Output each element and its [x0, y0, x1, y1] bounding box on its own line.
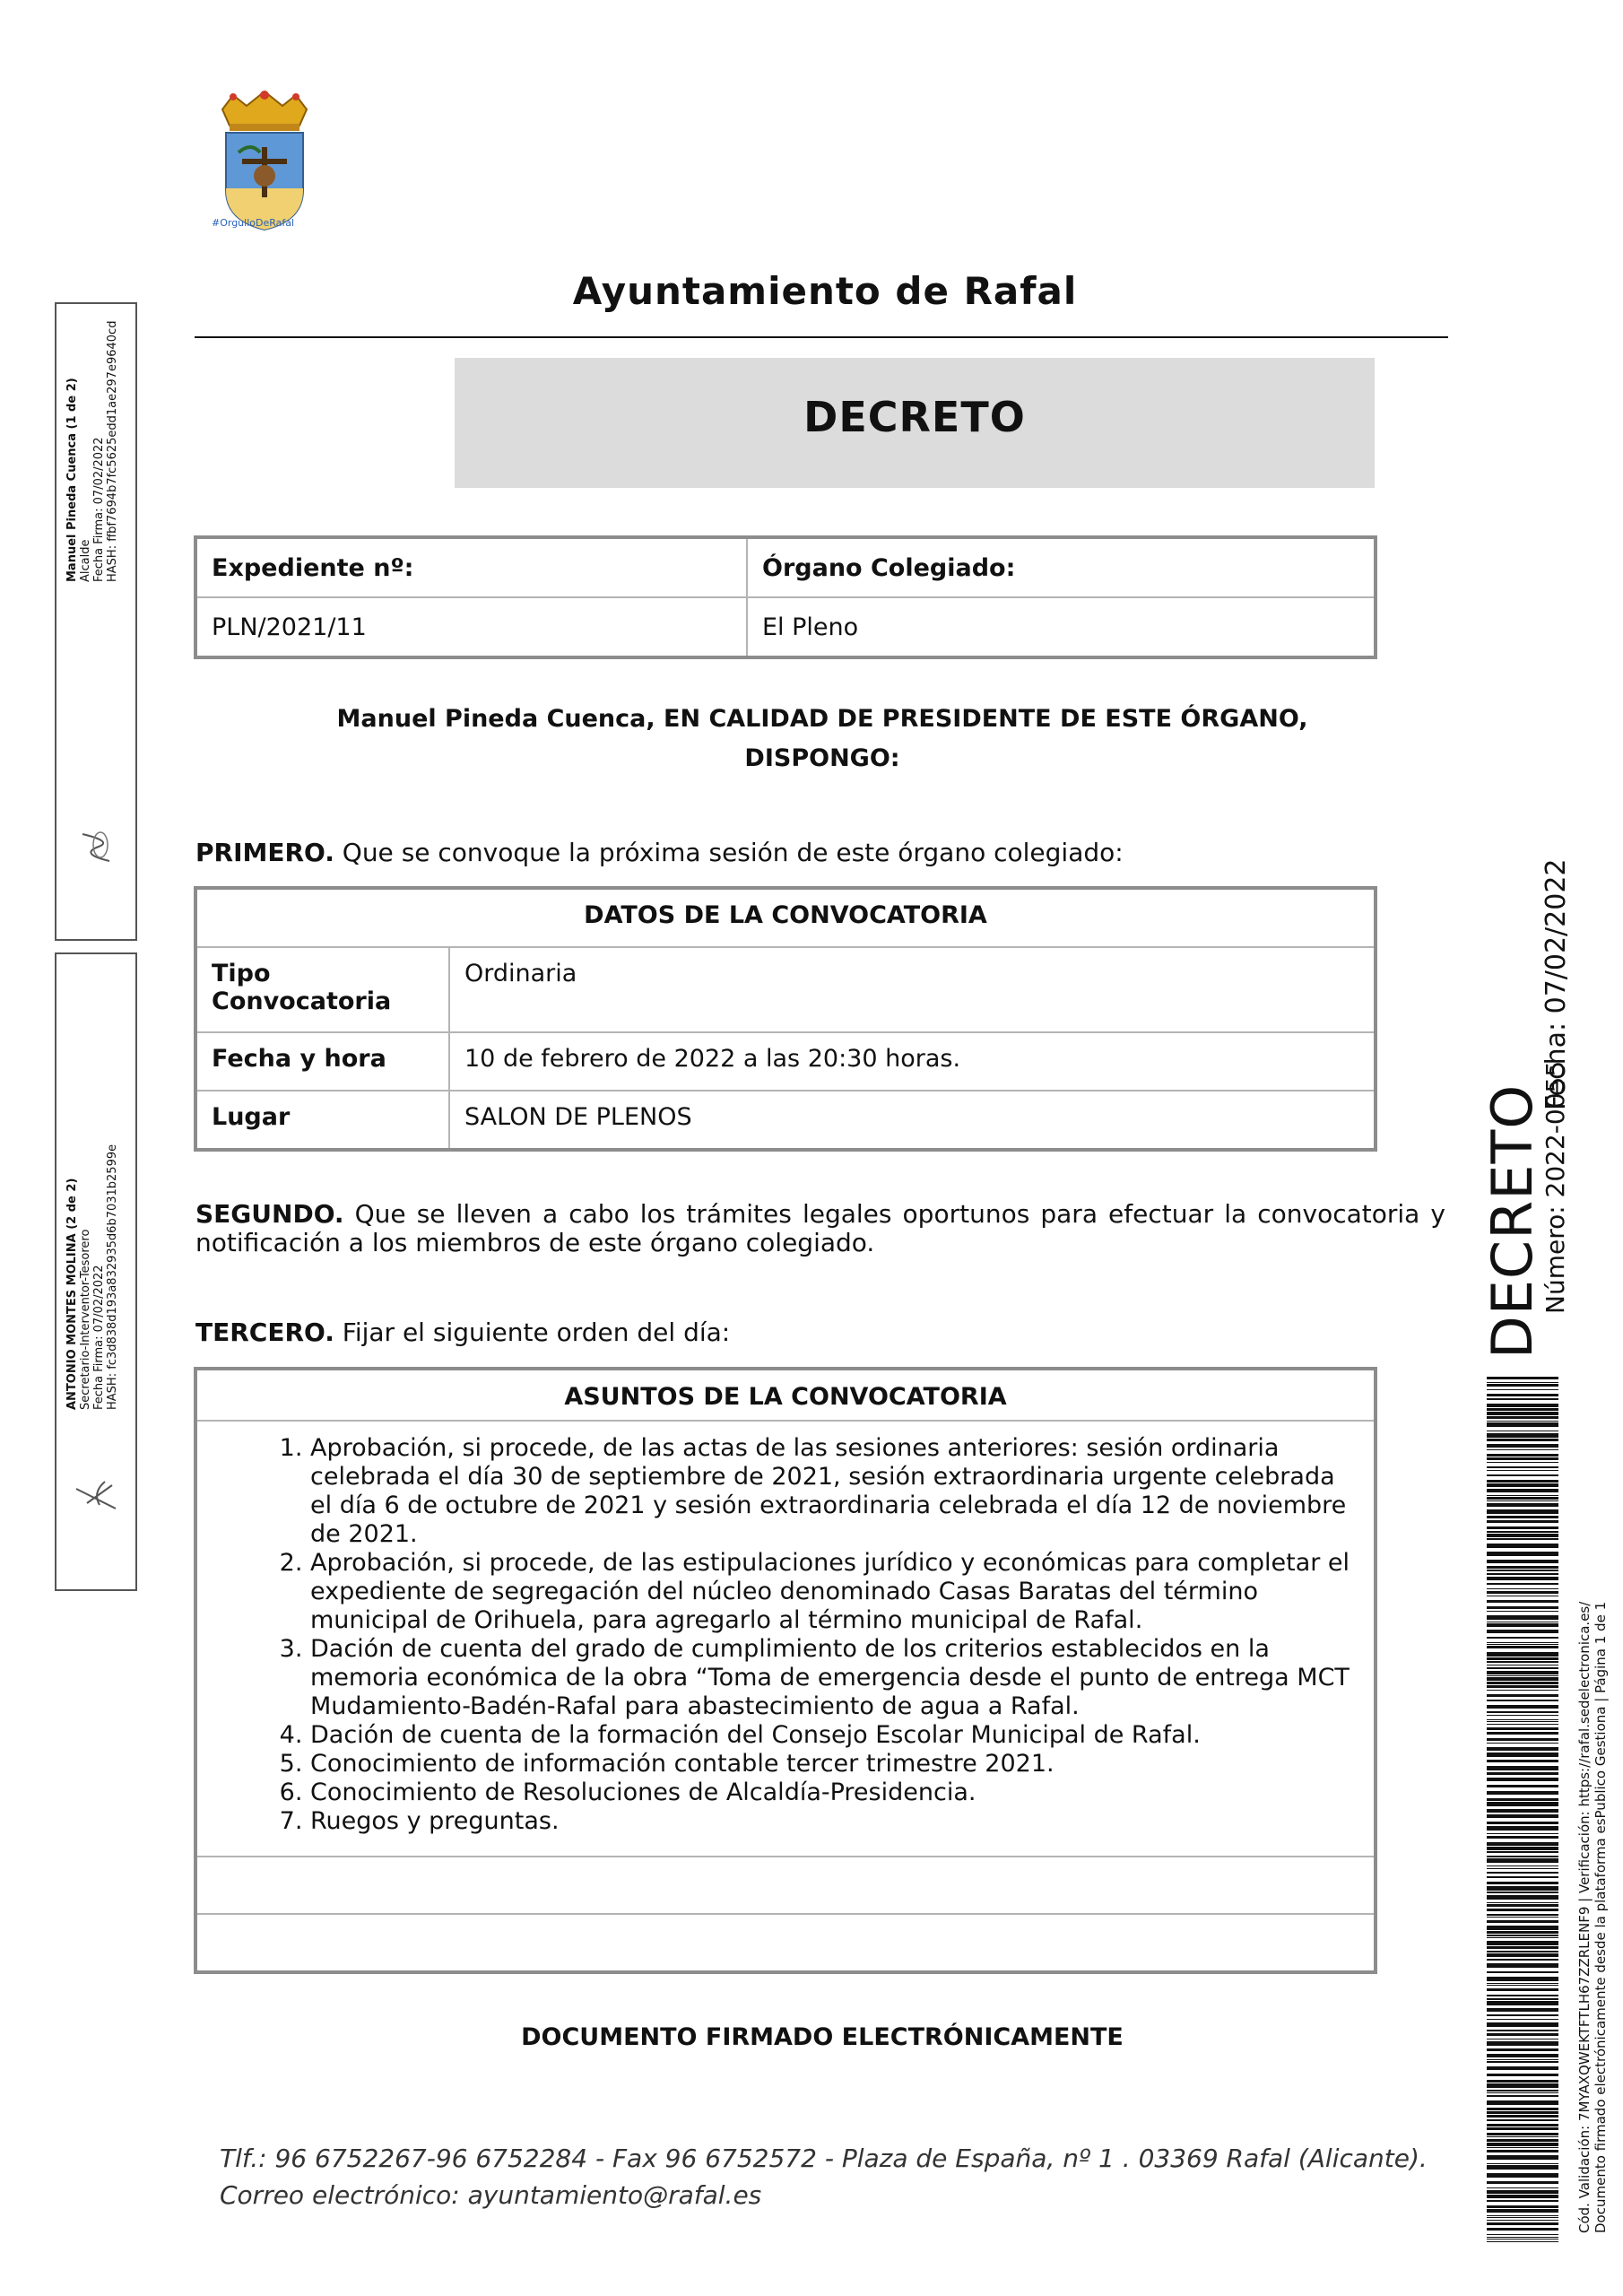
asuntos-list-cell: [195, 1421, 1376, 1857]
title-divider: [195, 336, 1448, 338]
convocatoria-title: DATOS DE LA CONVOCATORIA: [195, 888, 1376, 947]
signature-box: [55, 302, 137, 941]
segundo-text: Que se lleven a cabo los trámites legales oportunos para efectuar la convocatoria y notificación a los miembros de este órgano colegiado.: [195, 1199, 1445, 1257]
tipo-label: Tipo Convocatoria: [195, 947, 449, 1032]
tercero-text: Fijar el siguiente orden del día:: [334, 1318, 731, 1347]
signer-name: Manuel Pineda Cuenca (1 de 2): [65, 378, 79, 582]
table-row: [195, 1369, 1376, 1421]
social-hashtag: #OrgulloDeRafal: [212, 217, 295, 229]
lugar-value: SALON DE PLENOS: [449, 1091, 1376, 1150]
signature-mark-icon: [69, 1476, 123, 1516]
list-item: 7. Ruegos y preguntas.: [310, 1807, 1359, 1836]
empty-row: [195, 1857, 1376, 1914]
primero-text: Que se convoque la próxima sesión de este órgano colegiado:: [334, 838, 1124, 867]
organo-value: El Pleno: [747, 597, 1376, 657]
table-row: [195, 537, 1376, 597]
list-item: 4. Dación de cuenta de la formación del Consejo Escolar Municipal de Rafal.: [310, 1721, 1359, 1750]
signer-role: Alcalde: [79, 539, 92, 582]
empty-row: [195, 1914, 1376, 1972]
lugar-label: Lugar: [195, 1091, 449, 1150]
signer-hash: HASH: ffbf7694b7fc5625edd1ae297e9640cd: [106, 320, 119, 582]
presidente-statement: [195, 700, 1450, 778]
fecha-value: 10 de febrero de 2022 a las 20:30 horas.: [449, 1032, 1376, 1091]
signature-mark-icon: [74, 827, 118, 866]
fecha-label: Fecha y hora: [195, 1032, 449, 1091]
signature-box: [55, 952, 137, 1591]
page-title: Ayuntamiento de Rafal: [572, 269, 1078, 313]
tercero-label: TERCERO.: [195, 1318, 334, 1347]
table-row: [195, 1857, 1376, 1914]
list-item: 2. Aprobación, si procede, de las estipulaciones jurídico y económicas para completar el expediente de segregación del núcleo denominado Casas Baratas del término municipal de Orihuela, para agregarlo al término municipal de Rafal.: [310, 1549, 1359, 1635]
platform-note: Documento firmado electrónicamente desde la plataforma esPublico Gestiona | Página 1 de 1: [1593, 1601, 1609, 2233]
organo-label: Órgano Colegiado:: [747, 537, 1376, 597]
decreto-heading: DECRETO: [803, 393, 1026, 441]
tipo-value: Ordinaria: [449, 947, 1376, 1032]
table-row: [195, 597, 1376, 657]
signer-date: Fecha Firma: 07/02/2022: [92, 1265, 106, 1410]
table-row: [195, 1914, 1376, 1972]
table-row: [195, 888, 1376, 947]
list-item: 1. Aprobación, si procede, de las actas de las sesiones anteriores: sesión ordinaria celebrada el día 30 de septiembre de 2021, sesión extraordinaria urgente celebrada el día 6 de octubre de 2021 y sesión extraordinaria celebrada el día 12 de noviembre de 2021.: [310, 1434, 1359, 1549]
asuntos-title: ASUNTOS DE LA CONVOCATORIA: [195, 1369, 1376, 1421]
segundo-label: SEGUNDO.: [195, 1199, 344, 1229]
barcode-icon: [1487, 1377, 1558, 2242]
list-item: 5. Conocimiento de información contable tercer trimestre 2021.: [310, 1750, 1359, 1779]
presidente-line: Manuel Pineda Cuenca, EN CALIDAD DE PRESIDENTE DE ESTE ÓRGANO,: [336, 705, 1308, 733]
stamp-fecha: Fecha: 07/02/2022: [1541, 858, 1572, 1110]
firmado-notice: DOCUMENTO FIRMADO ELECTRÓNICAMENTE: [521, 2023, 1124, 2051]
signer-name: ANTONIO MONTES MOLINA (2 de 2): [65, 1178, 79, 1410]
table-row: [195, 947, 1376, 1032]
list-item: 3. Dación de cuenta del grado de cumplimiento de los criterios establecidos en la memoria económica de la obra “Toma de emergencia desde el punto de entrega MCT Mudamiento-Badén-Rafal para abastecimiento de agua a Rafal.: [310, 1635, 1359, 1721]
signature-text: [65, 1144, 119, 1410]
stamp-validation: [1576, 1602, 1609, 2233]
signer-date: Fecha Firma: 07/02/2022: [92, 437, 106, 582]
asuntos-table: [194, 1367, 1377, 1974]
primero-label: PRIMERO.: [195, 838, 334, 867]
coat-of-arms-logo: [206, 90, 323, 233]
table-row: [195, 1421, 1376, 1857]
expediente-value: PLN/2021/11: [195, 597, 747, 657]
list-item: 6. Conocimiento de Resoluciones de Alcaldía-Presidencia.: [310, 1779, 1359, 1807]
table-row: [195, 1032, 1376, 1091]
signer-hash: HASH: fc3d838d193a832935d6b7031b2599e: [106, 1144, 119, 1410]
table-row: [195, 1091, 1376, 1150]
stamp-numero: Número: 2022-0055: [1541, 1060, 1570, 1314]
primero-paragraph: [195, 839, 1445, 867]
expediente-label: Expediente nº:: [195, 537, 747, 597]
stamp-title: DECRETO: [1480, 1083, 1545, 1359]
footer-email: Correo electrónico: ayuntamiento@rafal.es: [220, 2180, 762, 2210]
segundo-paragraph: [195, 1200, 1445, 1257]
expediente-table: [194, 535, 1377, 659]
signer-role: Secretario-Interventor-Tesorero: [79, 1229, 92, 1410]
signature-text: [65, 321, 119, 582]
convocatoria-table: [194, 886, 1377, 1152]
footer-contact: Tlf.: 96 6752267-96 6752284 - Fax 96 6752572 - Plaza de España, nº 1 . 03369 Rafal (Alicante).: [220, 2144, 1428, 2173]
dispongo-line: DISPONGO:: [744, 744, 900, 772]
orden-del-dia-list: [197, 1434, 1359, 1836]
validation-code: Cód. Validación: 7MYAXQWEKTFTLH67ZZRLENF9 | Verificación: https://rafal.sedelectronica.es/: [1576, 1601, 1593, 2233]
tercero-paragraph: [195, 1318, 1445, 1347]
